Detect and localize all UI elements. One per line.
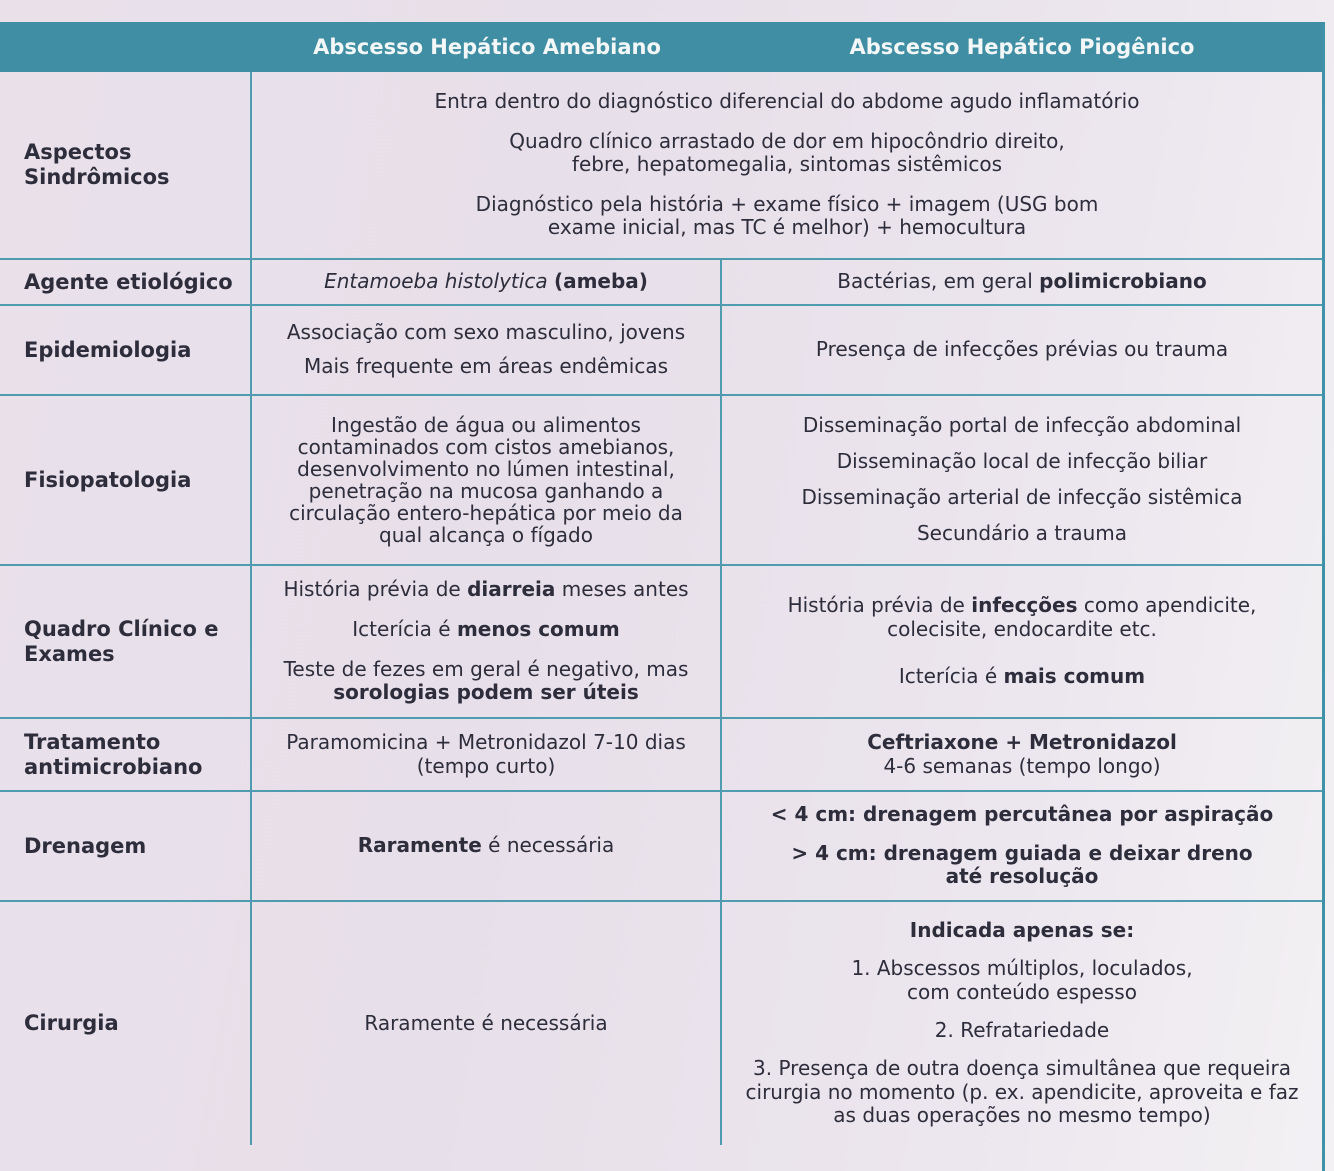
- aspectos-line: Diagnóstico pela história + exame físico + imagem (USG bom exame inicial, mas TC é melhor) + hemocultura: [475, 191, 1099, 240]
- row-label-fisiopatologia: Fisiopatologia: [0, 396, 252, 566]
- cirurgia-text: Raramente é necessária: [364, 1010, 608, 1035]
- quadro-line: História prévia de infecções como apendicite, colecisite, endocardite etc.: [787, 593, 1257, 641]
- row-label-cirurgia: Cirurgia: [0, 902, 252, 1145]
- header-corner: [0, 22, 252, 72]
- row-label-drenagem: Drenagem: [0, 792, 252, 902]
- epidemiologia-piogenico: [722, 306, 1322, 396]
- row-label-agente: Agente etiológico: [0, 260, 252, 306]
- row-label-aspectos: Aspectos Sindrômicos: [0, 72, 252, 260]
- cirurgia-line: 2. Refratariedade: [934, 1017, 1110, 1042]
- fisiopatologia-line: Disseminação arterial de infecção sistêmica: [801, 485, 1243, 510]
- agente-bold: (ameba): [553, 269, 648, 294]
- cirurgia-title: Indicada apenas se:: [909, 918, 1135, 943]
- aspectos-shared-cell: [252, 72, 1322, 260]
- cirurgia-line: 1. Abscessos múltiplos, loculados, com conteúdo espesso: [851, 956, 1193, 1004]
- cirurgia-amebiano: [252, 902, 722, 1145]
- quadro-line: Icterícia é mais comum: [898, 664, 1146, 689]
- tratamento-amebiano: [252, 719, 722, 792]
- fisiopatologia-amebiano: [252, 396, 722, 566]
- comparison-table: [0, 22, 1325, 1171]
- header-amebiano: Abscesso Hepático Amebiano: [252, 22, 722, 72]
- quadro-line: Icterícia é menos comum: [352, 616, 620, 641]
- aspectos-line: Quadro clínico arrastado de dor em hipocôndrio direito, febre, hepatomegalia, sintomas sistêmicos: [509, 128, 1065, 177]
- drenagem-piogenico: [722, 792, 1322, 902]
- header-piogenico: Abscesso Hepático Piogênico: [722, 22, 1322, 72]
- cirurgia-line: 3. Presença de outra doença simultânea que requeira cirurgia no momento (p. ex. apendicite, aproveita e faz as duas operações no mesmo tempo): [745, 1055, 1299, 1128]
- tratamento-line: (tempo curto): [416, 753, 556, 778]
- tratamento-line: Paramomicina + Metronidazol 7-10 dias: [286, 729, 686, 754]
- fisiopatologia-line: Disseminação portal de infecção abdominal: [802, 413, 1242, 438]
- quadro-amebiano: [252, 566, 722, 719]
- drenagem-amebiano: [252, 792, 722, 902]
- aspectos-line: Entra dentro do diagnóstico diferencial do abdome agudo inflamatório: [434, 89, 1140, 114]
- agente-piogenico: [722, 260, 1322, 306]
- agente-piog-prefix: Bactérias, em geral: [837, 269, 1033, 294]
- fisiopatologia-line: Disseminação local de infecção biliar: [836, 449, 1208, 474]
- tratamento-line: 4-6 semanas (tempo longo): [883, 753, 1161, 778]
- drenagem-line: > 4 cm: drenagem guiada e deixar dreno até resolução: [791, 840, 1253, 889]
- tratamento-line: Ceftriaxone + Metronidazol: [867, 729, 1177, 754]
- drenagem-line: < 4 cm: drenagem percutânea por aspiração: [770, 802, 1274, 827]
- agente-piog-bold: polimicrobiano: [1039, 269, 1207, 294]
- tratamento-piogenico: [722, 719, 1322, 792]
- epidemiologia-amebiano: [252, 306, 722, 396]
- agente-amebiano: [252, 260, 722, 306]
- epidemiologia-line: Presença de infecções prévias ou trauma: [815, 337, 1229, 362]
- fisiopatologia-piogenico: [722, 396, 1322, 566]
- fisiopatologia-text: Ingestão de água ou alimentos contaminados com cistos amebianos, desenvolvimento no lúmen intestinal, penetração na mucosa ganhando a circulação entero-hepática por meio da qual alcança o fígado: [289, 413, 683, 547]
- epidemiologia-line: Associação com sexo masculino, jovens: [286, 320, 686, 345]
- fisiopatologia-line: Secundário a trauma: [916, 521, 1128, 546]
- quadro-line: Teste de fezes em geral é negativo, mas sorologias podem ser úteis: [283, 656, 689, 705]
- agente-italic: Entamoeba histolytica: [324, 269, 548, 294]
- quadro-piogenico: [722, 566, 1322, 719]
- quadro-line: História prévia de diarreia meses antes: [283, 577, 689, 602]
- drenagem-text: é necessária: [488, 833, 615, 858]
- row-label-epidemiologia: Epidemiologia: [0, 306, 252, 396]
- drenagem-bold: Raramente: [357, 833, 482, 858]
- row-label-quadro: Quadro Clínico e Exames: [0, 566, 252, 719]
- epidemiologia-line: Mais frequente em áreas endêmicas: [303, 354, 669, 378]
- row-label-tratamento: Tratamento antimicrobiano: [0, 719, 252, 792]
- cirurgia-piogenico: [722, 902, 1322, 1145]
